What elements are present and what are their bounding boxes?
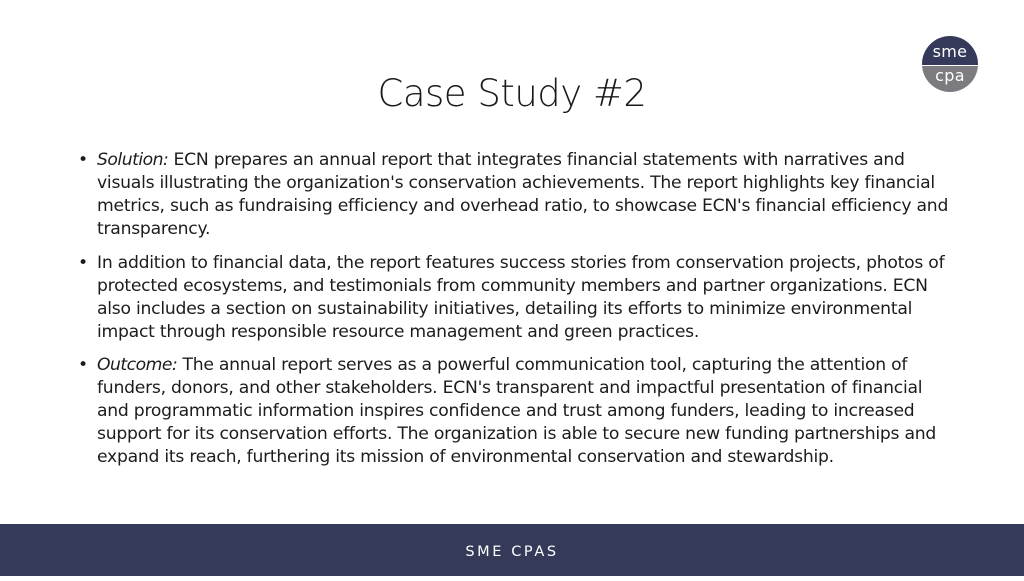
slide-title: Case Study #2: [377, 72, 647, 115]
footer-bar: [0, 524, 1024, 576]
bullet-list: [78, 149, 952, 480]
bullet-marker: •: [78, 252, 88, 273]
bullet-marker: •: [78, 355, 88, 375]
bullet-text: In addition to financial data, the report features success stories from conservation projects, photos of protected ecosystems, and testimonials from community members and partner organizations. ECN also includes a section on sustainability initiatives, detailing its efforts to minimize environmental impact through responsible resource management and green practices.: [97, 252, 945, 342]
bullet-label: Outcome:: [97, 355, 178, 375]
bullet-marker: •: [78, 150, 88, 170]
footer-text: SME CPAS: [465, 544, 559, 560]
company-logo: [922, 36, 978, 92]
bullet-item-solution: [78, 149, 952, 241]
logo-top-text: sme: [922, 36, 978, 65]
bullet-text: ECN prepares an annual report that integrates financial statements with narratives and visuals illustrating the organization's conservation achievements. The report highlights key financial metrics, such as fundraising efficiency and overhead ratio, to showcase ECN's financial efficiency and transparency.: [97, 150, 949, 239]
logo-bottom-text: cpa: [922, 66, 978, 92]
bullet-item-outcome: [78, 354, 952, 469]
bullet-label: Solution:: [97, 150, 169, 170]
bullet-item-features: [78, 252, 952, 344]
bullet-text: The annual report serves as a powerful communication tool, capturing the attention of funders, donors, and other stakeholders. ECN's transparent and impactful presentation of financial and programmatic information inspires confidence and trust among funders, leading to increased support for its conservation efforts. The organization is able to secure new funding partnerships and expand its reach, furthering its mission of environmental conservation and stewardship.: [97, 355, 937, 467]
